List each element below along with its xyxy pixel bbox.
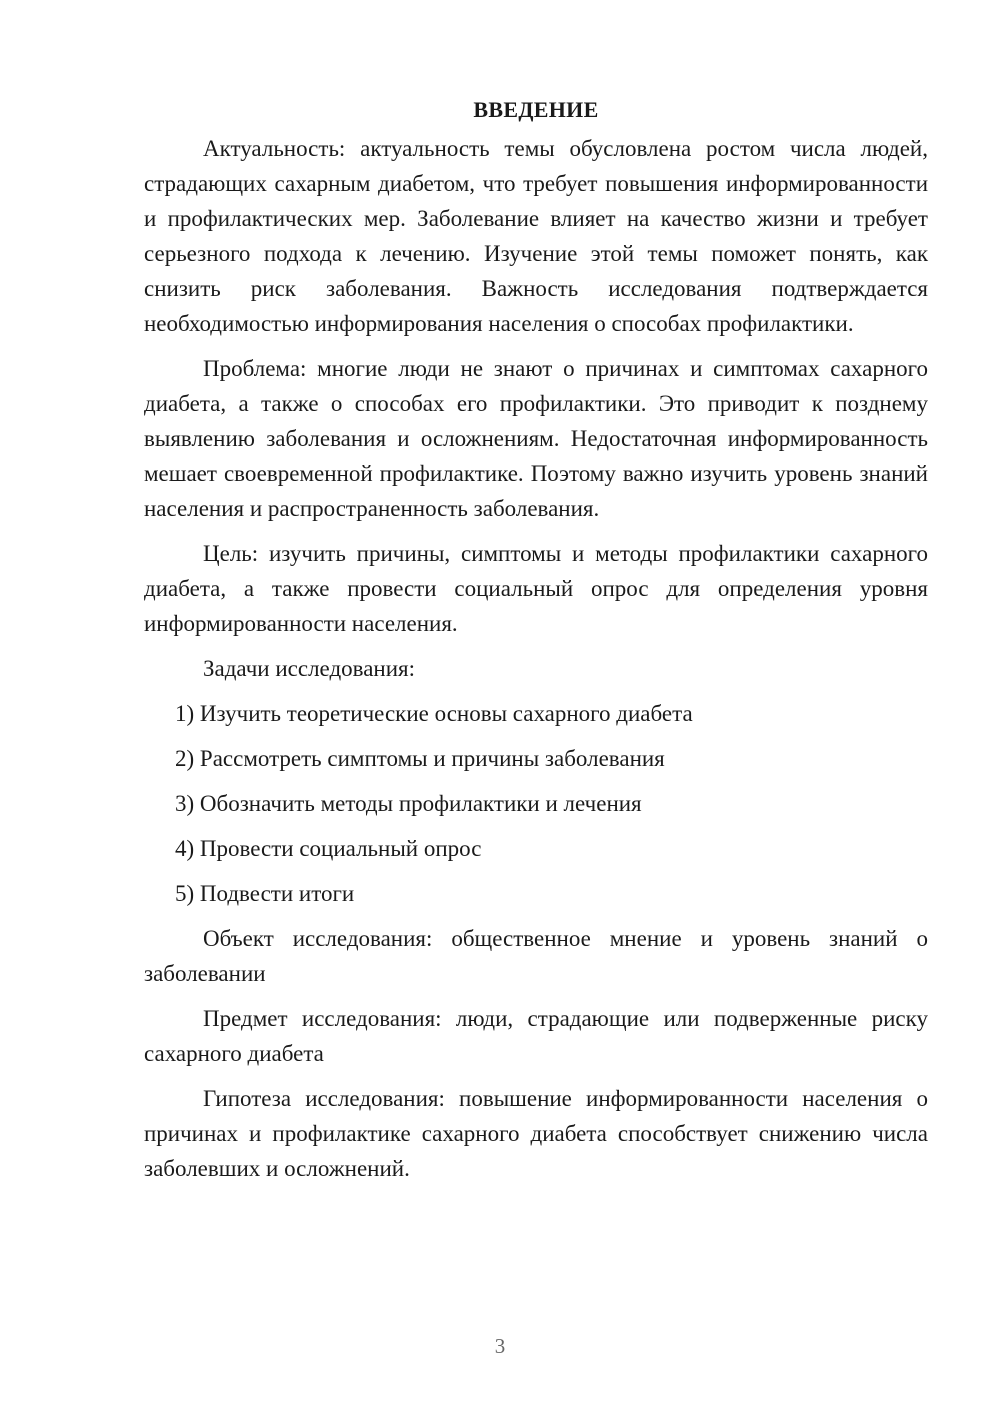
goal-paragraph: Цель: изучить причины, симптомы и методы профилактики сахарного диабета, а также провести социальный опрос для определения уровня информированности населения. (144, 541, 928, 636)
tasks-list (144, 696, 928, 911)
problem-paragraph: Проблема: многие люди не знают о причинах и симптомах сахарного диабета, а также о способах его профилактики. Это приводит к позднему выявлению заболевания и осложнениям. Недостаточная информированность мешает своевременной профилактике. Поэтому важно изучить уровень знаний населения и распространенность заболевания. (144, 356, 928, 521)
tasks-title: Задачи исследования: (203, 656, 416, 681)
subject-paragraph: Предмет исследования: люди, страдающие или подверженные риску сахарного диабета (144, 1006, 928, 1066)
object-paragraph: Объект исследования: общественное мнение и уровень знаний о заболевании (144, 926, 928, 986)
list-item: 2) Рассмотреть симптомы и причины заболевания (175, 746, 665, 771)
section-heading: ВВЕДЕНИЕ (473, 97, 599, 122)
list-item: 4) Провести социальный опрос (175, 836, 482, 861)
document-page (144, 92, 928, 1196)
relevance-paragraph: Актуальность: актуальность темы обусловлена ростом числа людей, страдающих сахарным диабетом, что требует повышения информированности и профилактических мер. Заболевание влияет на качество жизни и требует серьезного подхода к лечению. Изучение этой темы поможет понять, как снизить риск заболевания. Важность исследования подтверждается необходимостью информирования населения о способах профилактики. (144, 136, 928, 336)
list-item: 1) Изучить теоретические основы сахарного диабета (175, 701, 693, 726)
list-item: 3) Обозначить методы профилактики и лечения (175, 791, 642, 816)
hypothesis-paragraph: Гипотеза исследования: повышение информированности населения о причинах и профилактике сахарного диабета способствует снижению числа заболевших и осложнений. (144, 1086, 928, 1181)
page-number: 3 (494, 1334, 506, 1358)
list-item: 5) Подвести итоги (175, 881, 355, 906)
